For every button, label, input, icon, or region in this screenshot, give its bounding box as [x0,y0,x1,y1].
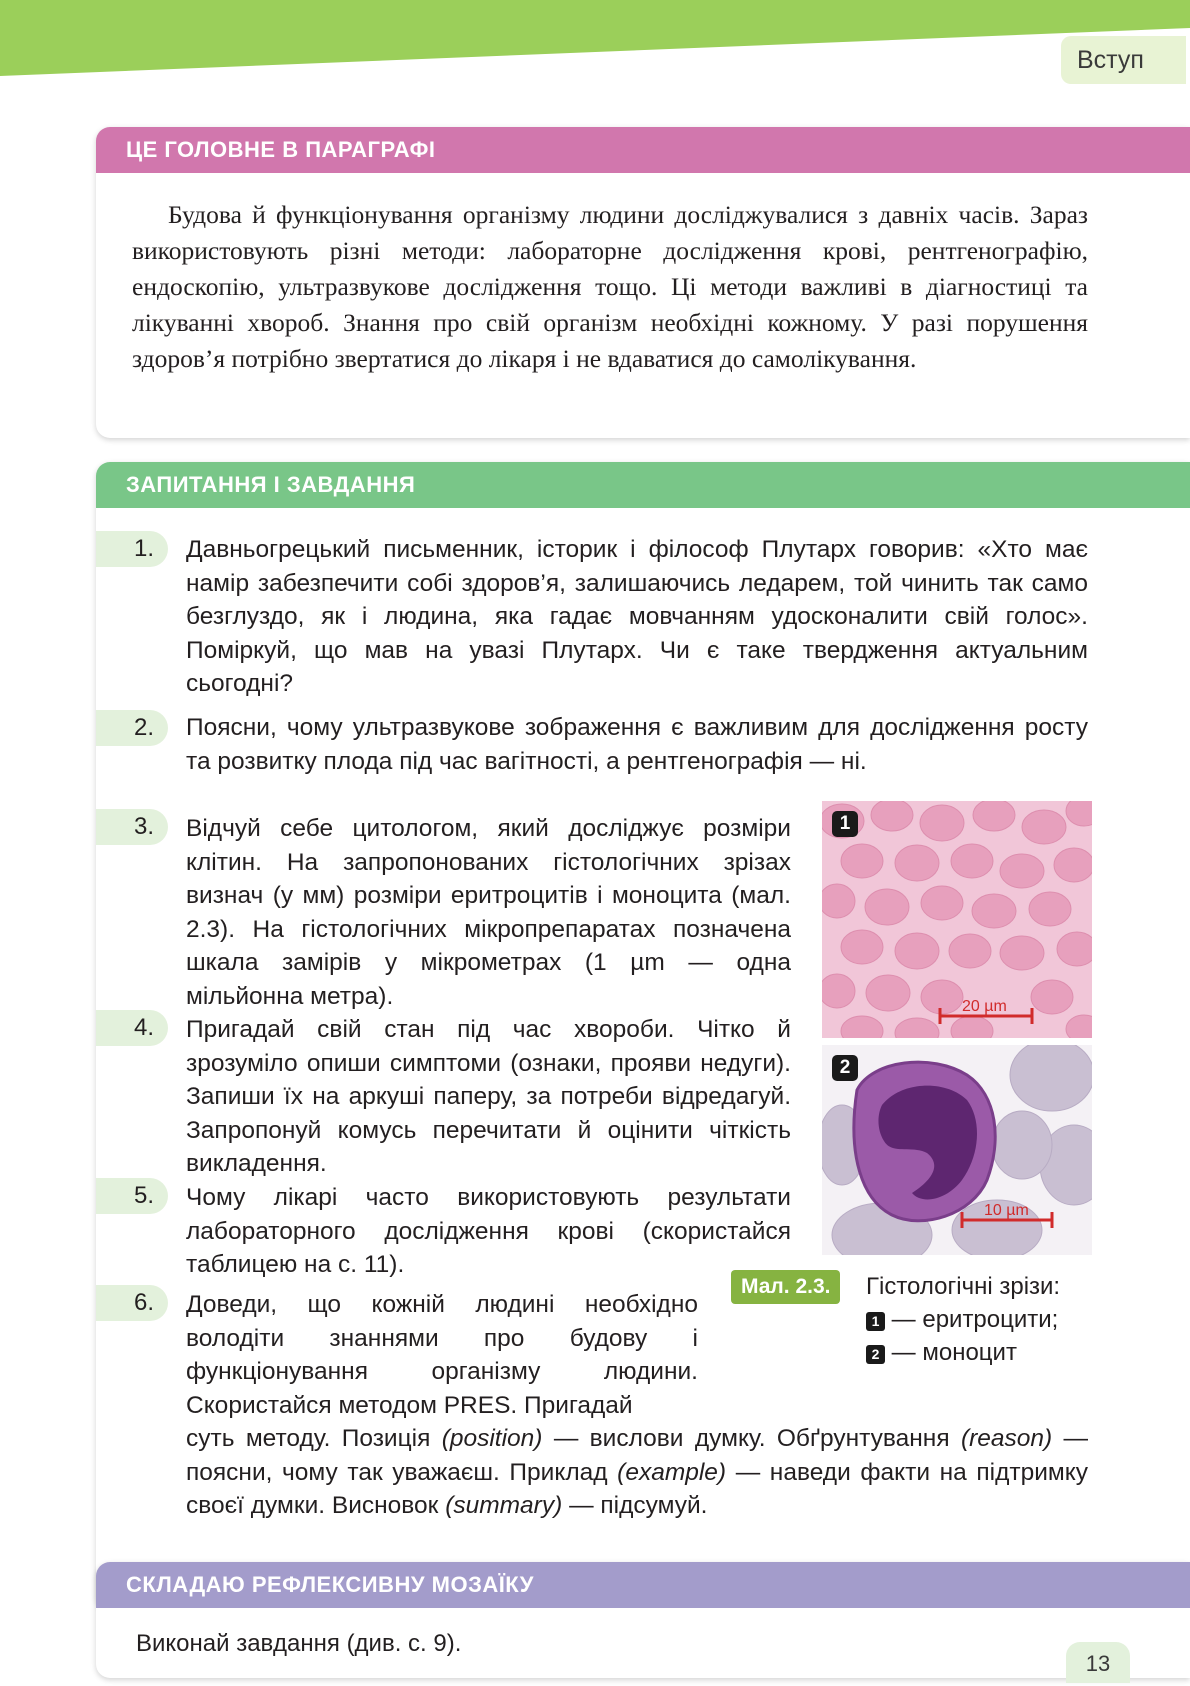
question-2-text [186,711,1088,778]
chapter-tab [1061,36,1186,84]
badge-text: 2 [839,1057,851,1078]
scale-label-2: 10 µm [984,1202,1029,1219]
question-text: Відчуй себе цитологом, який досліджує розміри клітин. На запропонованих гістологічних зрізах визнач (у мм) розміри еритроцитів і моноцита (мал. 2.3). На гістологічних мікропрепаратах позначена шкала замірів у мікрометрах (1 µm — одна мільйонна метра). [186,815,791,1010]
question-5-text [186,1181,791,1282]
reflection-section [96,1562,1190,1678]
question-text: — наведи факти на підтримку своєї думки. Висновок [186,1458,1088,1519]
question-number-3 [96,809,168,845]
term-summary: (summary) [445,1492,563,1519]
erythrocytes-image [822,801,1092,1038]
figure-caption [866,1270,1096,1369]
caption-item-text: — моноцит [891,1339,1017,1366]
questions-heading-text: ЗАПИТАННЯ І ЗАВДАННЯ [126,472,416,497]
question-number-4 [96,1010,168,1046]
monocyte-image [822,1045,1092,1255]
question-text: — поясни, чому так уважаєш. Приклад [186,1425,1089,1486]
summary-paragraph: Будова й функціонування організму людини досліджувалися з давніх часів. Зараз використовують різні методи: лабораторне дослідження крові, рентгенографію, ендоскопію, ультразвукове дослідження тощо. Ці методи важливі в діагностиці та лікуванні хвороб. Знання про свій організм необхідні кожному. У разі порушення здоров’я потрібно звертатися до лікаря і не вдаватися до самолікування. [132,200,1088,373]
question-text: Пригадай свій стан під час хвороби. Чітко й зрозуміло опиши симптоми (ознаки, прояви недуги). Запиши їх на аркуші паперу, за потреби відредагуй. Запропонуй комусь перечитати й оцінити чіткість викладення. [186,1016,791,1177]
question-6-text-b [186,1422,1088,1523]
caption-item-2 [866,1336,1096,1369]
page-number-text: 13 [1085,1651,1111,1676]
question-4-text [186,1013,791,1181]
question-text: Давньогрецький письменник, історик і філософ Плутарх говорив: «Хто має намір забезпечити собі здоров’я, залишаючись ледарем, той чинить так само безглуздо, як і людина, яка гадає мовчанням удосконалити свій голос». Поміркуй, що мав на увазі Плутарх. Чи є таке твердження актуальним сьогодні? [186,536,1088,697]
question-number-text: 3. [133,813,154,840]
term-reason: (reason) [960,1425,1053,1452]
caption-label-text: Мал. 2.3. [741,1275,831,1298]
summary-heading-text: ЦЕ ГОЛОВНЕ В ПАРАГРАФІ [126,137,436,162]
question-number-6 [96,1285,168,1321]
questions-heading [96,462,1190,508]
question-text: Поясни, чому ультразвукове зображення є важливим для дослідження росту та розвитку плода під час вагітності, а рентгенографія — ні. [186,714,1088,775]
question-number-text: 6. [133,1289,154,1316]
question-1-text [186,533,1088,701]
badge-text: 1 [839,813,851,834]
summary-section [96,127,1190,438]
question-text: Доведи, що кожній людині необхідно володіти знаннями про будову і функціонування організму людини. Скористайся методом PRES. Пригадай [186,1291,698,1419]
erythrocytes-photo [822,801,1092,1038]
question-number-text: 4. [133,1014,154,1041]
term-example: (example) [617,1458,727,1486]
figure-badge-2 [832,1055,858,1081]
question-number-text: 5. [133,1182,154,1209]
caption-item-text: — еритроцити; [891,1306,1059,1333]
question-number-5 [96,1178,168,1214]
question-text: Чому лікарі часто використовують результати лабораторного дослідження крові (скористайся таблицею на с. 11). [186,1184,791,1278]
question-text: — вислови думку. Обґрунтування [553,1425,950,1452]
caption-badge-2: 2 [866,1345,885,1364]
question-3-text [186,812,791,1013]
scale-label-1: 20 µm [962,998,1007,1015]
summary-heading [96,127,1190,173]
top-green-band [0,0,1190,80]
chapter-tab-label: Вступ [1077,46,1144,74]
caption-title: Гістологічні зрізи: [866,1273,1061,1300]
page-number [1066,1642,1130,1683]
monocyte-photo [822,1045,1092,1255]
figure-caption-label [731,1270,840,1304]
question-text: — підсумуй. [569,1492,708,1519]
question-text: суть методу. Позиція [186,1425,431,1452]
reflection-heading [96,1562,1190,1608]
question-number-text: 2. [133,714,154,741]
question-number-2 [96,710,168,746]
question-6-text-a [186,1288,698,1422]
question-number-1 [96,531,168,567]
reflection-heading-text: СКЛАДАЮ РЕФЛЕКСИВНУ МОЗАЇКУ [126,1572,534,1597]
reflection-text: Виконай завдання (див. с. 9). [136,1630,462,1657]
questions-section [96,462,1190,1610]
question-number-text: 1. [133,535,154,562]
term-position: (position) [441,1425,543,1452]
figure-badge-1 [832,811,858,837]
summary-text [132,197,1088,377]
caption-badge-1: 1 [866,1312,885,1331]
caption-item-1 [866,1303,1096,1336]
